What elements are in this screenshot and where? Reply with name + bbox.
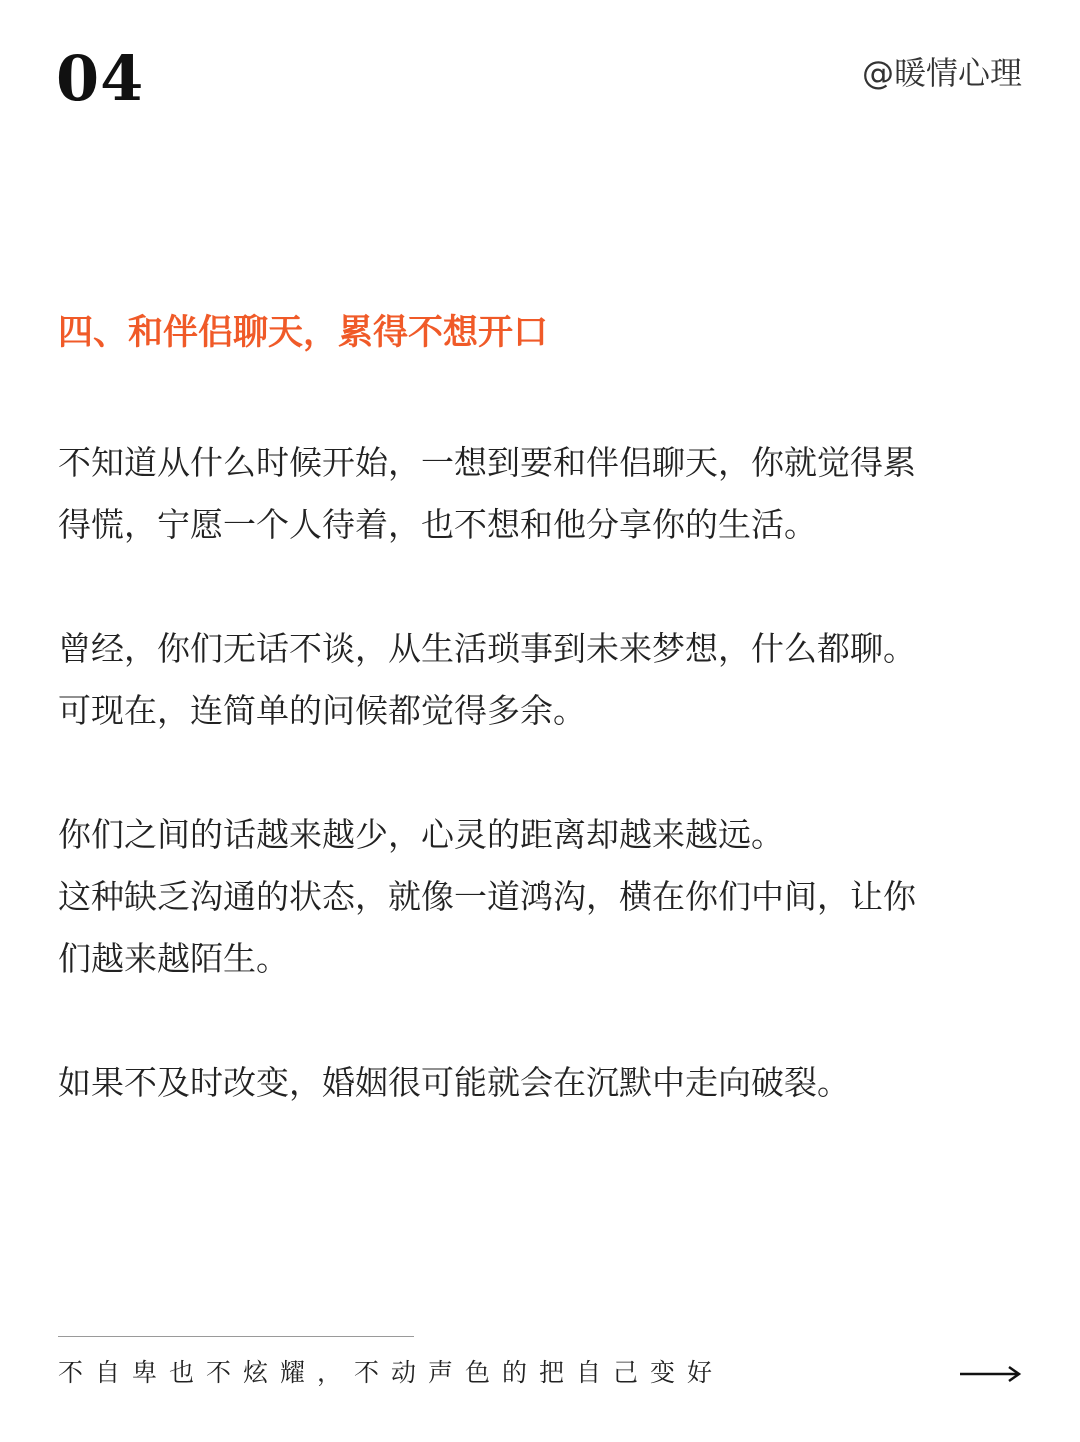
page-number: 04 <box>56 42 145 115</box>
arrow-right-icon[interactable] <box>960 1364 1022 1384</box>
paragraph <box>58 618 1022 742</box>
paragraph <box>58 432 1022 556</box>
paragraph-line: 们越来越陌生。 <box>58 939 289 978</box>
paragraph-line: 得慌，宁愿一个人待着，也不想和他分享你的生活。 <box>58 505 817 544</box>
footer-divider <box>58 1336 414 1337</box>
paragraph <box>58 804 1022 990</box>
paragraph <box>58 1052 1022 1114</box>
paragraph-line: 如果不及时改变，婚姻很可能就会在沉默中走向破裂。 <box>58 1063 850 1102</box>
paragraph-line: 不知道从什么时候开始，一想到要和伴侣聊天，你就觉得累 <box>58 443 916 482</box>
paragraph-line: 你们之间的话越来越少，心灵的距离却越来越远。 <box>58 815 784 854</box>
paragraph-line: 这种缺乏沟通的状态，就像一道鸿沟，横在你们中间，让你 <box>58 877 916 916</box>
paragraph-line: 可现在，连简单的问候都觉得多余。 <box>58 691 586 730</box>
section-heading: 四、和伴侣聊天，累得不想开口 <box>58 313 549 353</box>
footer-slogan: 不自卑也不炫耀，不动声色的把自己变好 <box>58 1358 725 1387</box>
account-handle: @暖情心理 <box>861 54 1022 92</box>
body-text <box>58 432 1022 1176</box>
paragraph-line: 曾经，你们无话不谈，从生活琐事到未来梦想，什么都聊。 <box>58 629 916 668</box>
